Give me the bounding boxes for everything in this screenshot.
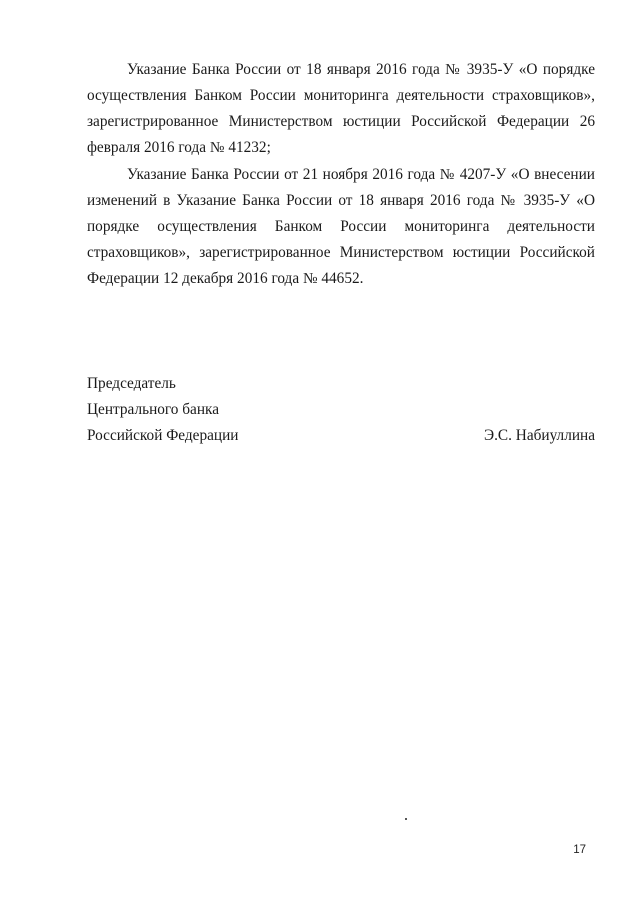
paragraph-directive-4207-u: Указание Банка России от 21 ноября 2016 года № 4207-У «О внесении изменений в Указание Банка России от 18 января 2016 года № 3935-У «О порядке осуществления Банком России мониторинга деятельности страховщиков», зарегистрированное Министерством юстиции Российской Федерации 12 декабря 2016 года № 44652. bbox=[87, 166, 595, 287]
signatory-organization: Центрального банка bbox=[87, 401, 220, 418]
scan-speck bbox=[405, 818, 407, 820]
signatory-country: Российской Федерации bbox=[87, 427, 239, 444]
page-number: 17 bbox=[573, 844, 586, 856]
paragraph-directive-3935-u: Указание Банка России от 18 января 2016 года № 3935-У «О порядке осуществления Банком России мониторинга деятельности страховщиков», зарегистрированное Министерством юстиции Российской Федерации 26 февраля 2016 года № 41232; bbox=[87, 61, 595, 156]
signatory-title: Председатель bbox=[87, 375, 176, 392]
signatory-name: Э.С. Набиуллина bbox=[484, 427, 595, 444]
